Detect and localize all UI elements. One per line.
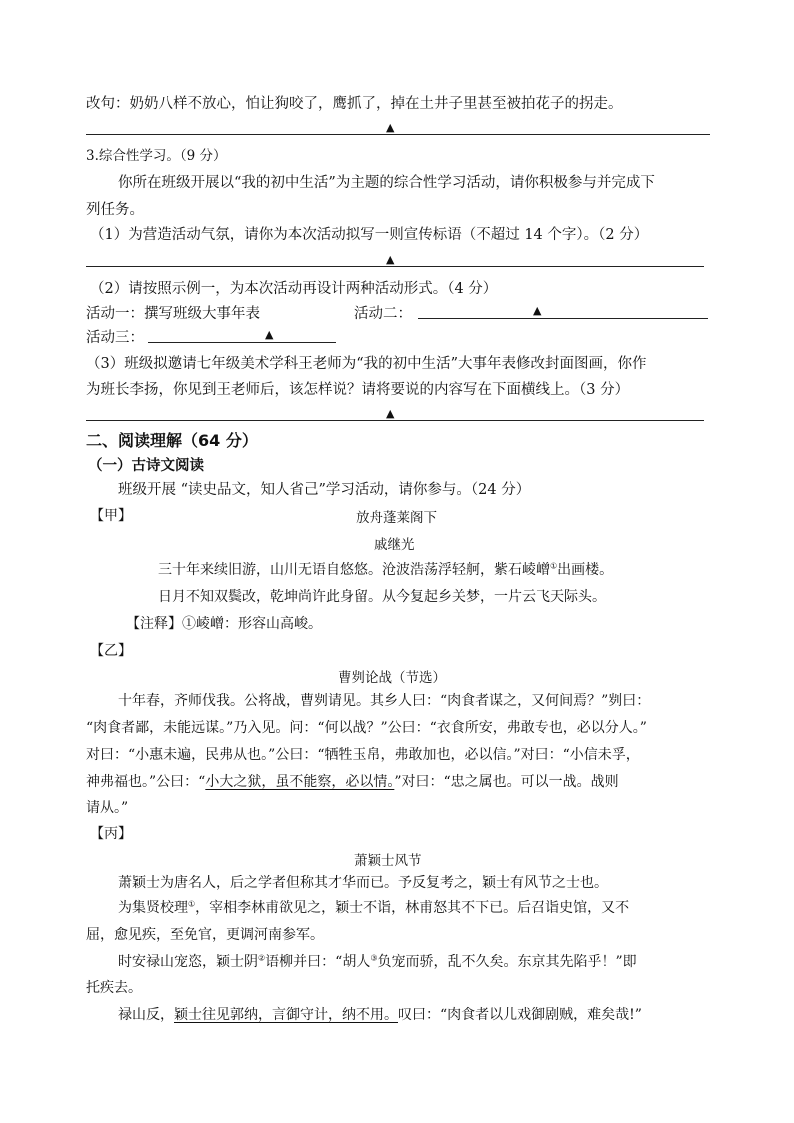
passage-bing-line: 屈，愈见疾，至免官，更调河南参军。 — [86, 927, 324, 943]
answer-mark: ▲ — [265, 328, 274, 341]
passage-bing-line: 为集贤校理①，宰相李林甫欲见之，颖士不诣，林甫怒其不下已。后召诣史馆，又不 — [118, 899, 630, 916]
passage-title-yi: 曹刿论战（节选） — [338, 670, 446, 686]
section-2-subtitle: （一）古诗文阅读 — [88, 458, 204, 474]
activity-2-blank[interactable] — [418, 318, 708, 319]
underlined-sentence: 小大之狱，虽不能察，必以情。 — [205, 774, 395, 790]
q3-title: 3.综合性学习。（9 分） — [86, 148, 227, 164]
answer-mark: ▲ — [533, 304, 542, 317]
activity-3-label: 活动三： — [86, 330, 144, 346]
passage-bing-line: 托疾去。 — [86, 980, 142, 996]
passage-yi-line: 十年春，齐师伐我。公将战，曹刿请见。其乡人曰：“肉食者谋之，又何间焉？”刿曰： — [118, 693, 651, 709]
q3-intro-cont: 列任务。 — [86, 202, 144, 218]
passage-yi-line: 神弗福也。”公曰：“小大之狱，虽不能察，必以情。”对曰：“忠之属也。可以一战。战则 — [86, 774, 619, 790]
activity-3-blank[interactable] — [148, 342, 336, 343]
passage-yi-line: 请从。” — [86, 800, 129, 816]
passage-yi-line: 对曰：“小惠未遍，民弗从也。”公曰：“牺牲玉帛，弗敢加也，必以信。”对曰：“小信未孚， — [86, 747, 640, 763]
activity-2-label: 活动二： — [354, 306, 412, 322]
q3-task-3: （3）班级拟邀请七年级美术学科王老师为“我的初中生活”大事年表修改封面图画，你作 — [86, 356, 647, 372]
text-tag-bing: 【丙】 — [90, 826, 132, 842]
section-2-intro: 班级开展 “读史品文，知人省己”学习活动，请你参与。（24 分） — [118, 482, 531, 498]
passage-title-bing: 萧颖士风节 — [354, 853, 422, 869]
poem-author: 戚继光 — [374, 537, 415, 553]
poem-line-2: 日月不知双鬓改，乾坤尚许此身留。从今复起乡关梦，一片云飞天际头。 — [158, 589, 606, 605]
poem-title: 放舟蓬莱阁下 — [356, 510, 437, 526]
passage-bing-line: 禄山反，颖士往见郭纳，言御守计，纳不用。叹曰：“肉食者以儿戏御剧贼，难矣哉!” — [118, 1007, 642, 1023]
answer-line[interactable] — [86, 134, 710, 135]
answer-mark: ▲ — [386, 253, 395, 266]
text-tag-jia: 【甲】 — [90, 508, 132, 524]
passage-bing-line: 萧颖士为唐名人，后之学者但称其才华而已。予反复考之，颖士有风节之士也。 — [118, 875, 608, 891]
rewrite-sentence: 改句：奶奶八样不放心，怕让狗咬了，鹰抓了，掉在土井子里甚至被拍花子的拐走。 — [86, 96, 623, 112]
underlined-sentence: 颖士往见郭纳，言御守计，纳不用。 — [174, 1007, 398, 1023]
section-2-title: 二、阅读理解（64 分） — [86, 431, 258, 450]
task3-answer-line[interactable] — [86, 420, 704, 421]
task1-answer-line[interactable] — [86, 266, 704, 267]
passage-yi-line: “肉食者鄙，未能远谋。”乃入见。问：“何以战？”公曰：“衣食所安，弗敢专也，必以分人。” — [86, 720, 647, 736]
q3-task-1: （1）为营造活动气氛，请你为本次活动拟写一则宣传标语（不超过 14 个字）。（2 分） — [90, 227, 649, 243]
activity-1: 活动一：撰写班级大事年表 — [86, 306, 260, 322]
passage-bing-line: 时安禄山宠恣，颖士阴②语柳并曰：“胡人③负宠而骄，乱不久矣。东京其先陷乎！”即 — [118, 953, 637, 970]
q3-task-3-cont: 为班长李扬，你见到王老师后，该怎样说？请将要说的内容写在下面横线上。（3 分） — [86, 382, 630, 398]
q3-task-2: （2）请按照示例一，为本次活动再设计两种活动形式。（4 分） — [90, 281, 498, 297]
poem-note: 【注释】①崚嶒：形容山高峻。 — [126, 616, 322, 632]
poem-line-1: 三十年来续旧游，山川无语自悠悠。沧波浩荡浮轻舸，紫石崚嶒①出画楼。 — [158, 561, 614, 578]
q3-intro: 你所在班级开展以“我的初中生活”为主题的综合性学习活动，请你积极参与并完成下 — [118, 175, 655, 191]
answer-mark: ▲ — [386, 121, 395, 134]
text-tag-yi: 【乙】 — [90, 643, 132, 659]
answer-mark: ▲ — [386, 407, 395, 420]
